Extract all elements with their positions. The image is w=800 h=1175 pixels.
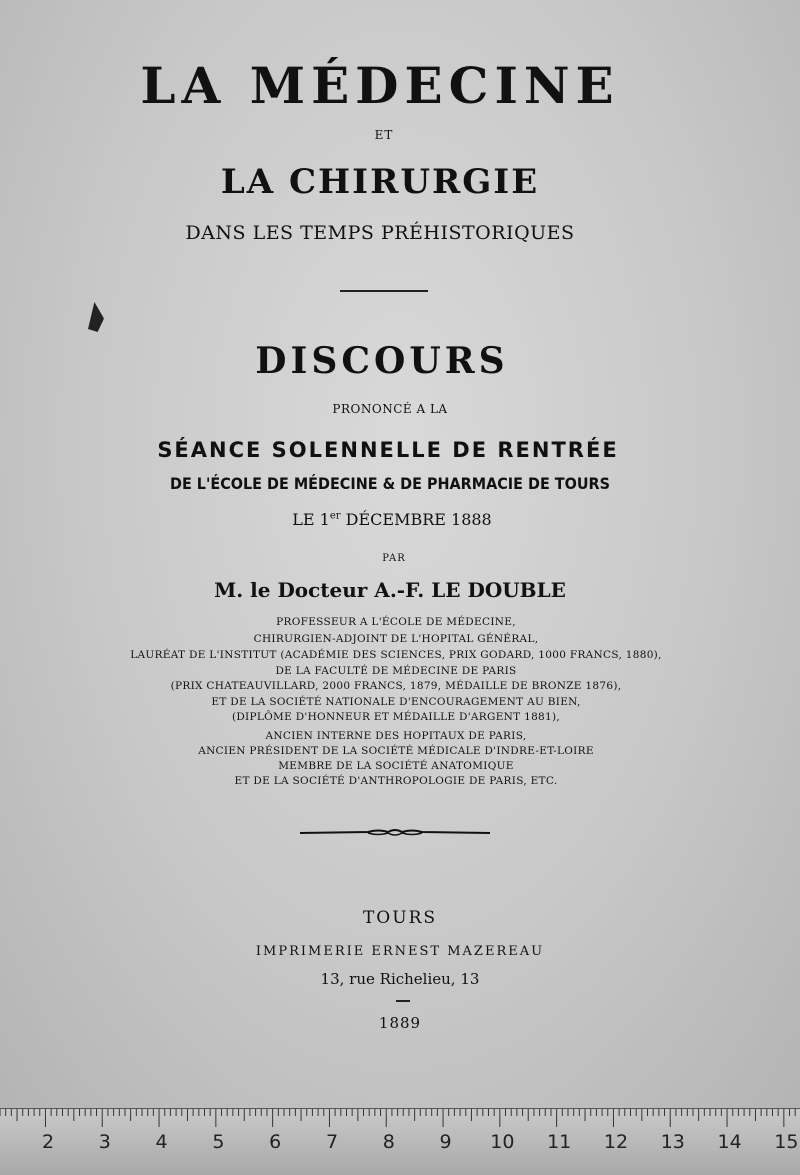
ruler-number: 15 [774,1131,799,1153]
title-line-1: LA MÉDECINE [140,56,620,115]
paper-tear-mark [88,302,104,332]
credential-line: LAURÉAT DE L'INSTITUT (ACADÉMIE DES SCIENCES, PRIX GODARD, 1000 FRANCS, 1880), [130,649,662,661]
address: 13, rue Richelieu, 13 [320,970,480,988]
ruler-number: 13 [660,1131,685,1153]
seance-line: SÉANCE SOLENNELLE DE RENTRÉE [157,438,619,462]
date-line [0,510,792,529]
title-line-2: LA CHIRURGIE [220,162,540,202]
ruler-number: 12 [603,1131,629,1153]
credential-line: ET DE LA SOCIÉTÉ NATIONALE D'ENCOURAGEMENT AU BIEN, [211,696,581,708]
ruler-number: 2 [41,1131,55,1153]
credential-line: ANCIEN PRÉSIDENT DE LA SOCIÉTÉ MÉDICALE D'INDRE-ET-LOIRE [198,745,594,757]
ruler-number: 10 [490,1131,515,1153]
year: 1889 [378,1014,422,1032]
measuring-ruler [0,1108,800,1175]
year-divider [396,1000,410,1002]
title-divider [340,290,428,292]
city: TOURS [362,908,438,928]
date-suffix: DÉCEMBRE 1888 [340,510,492,529]
ruler-number: 14 [717,1131,742,1153]
par-line: PAR [382,553,406,564]
title-line-3: DANS LES TEMPS PRÉHISTORIQUES [185,222,575,244]
ecole-line: DE L'ÉCOLE DE MÉDECINE & DE PHARMACIE DE TOURS [170,474,610,493]
ruler-number: 5 [212,1131,225,1153]
author-name: M. le Docteur A.-F. LE DOUBLE [214,578,566,602]
credential-line: ANCIEN INTERNE DES HOPITAUX DE PARIS, [265,730,527,742]
prononce-line: PRONONCÉ A LA [332,402,448,416]
ruler-number: 6 [269,1131,282,1153]
credential-line: (PRIX CHATEAUVILLARD, 2000 FRANCS, 1879, MÉDAILLE DE BRONZE 1876), [170,680,622,692]
ornamental-rule [298,826,492,840]
ruler-number: 8 [382,1131,395,1153]
credential-line: MEMBRE DE LA SOCIÉTÉ ANATOMIQUE [278,760,514,772]
ruler-ticks [0,1109,800,1133]
discours-heading: DISCOURS [255,340,509,382]
printer: IMPRIMERIE ERNEST MAZEREAU [255,944,545,959]
credential-line: DE LA FACULTÉ DE MÉDECINE DE PARIS [275,665,517,677]
ruler-number: 7 [325,1131,339,1153]
date-prefix: LE 1 [292,510,330,529]
ruler-number: 11 [547,1131,572,1153]
credential-line: ET DE LA SOCIÉTÉ D'ANTHROPOLOGIE DE PARIS, ETC. [234,775,558,787]
credential-line: (DIPLÔME D'HONNEUR ET MÉDAILLE D'ARGENT 1881), [231,711,561,723]
ruler-number: 4 [155,1131,168,1153]
credential-line: CHIRURGIEN-ADJOINT DE L'HOPITAL GÉNÉRAL, [253,633,539,645]
date-superscript: er [329,510,341,522]
ruler-number: 9 [439,1131,452,1153]
credential-line: PROFESSEUR A L'ÉCOLE DE MÉDECINE, [276,616,516,628]
ruler-number: 3 [98,1131,111,1153]
title-et: ET [374,128,394,142]
